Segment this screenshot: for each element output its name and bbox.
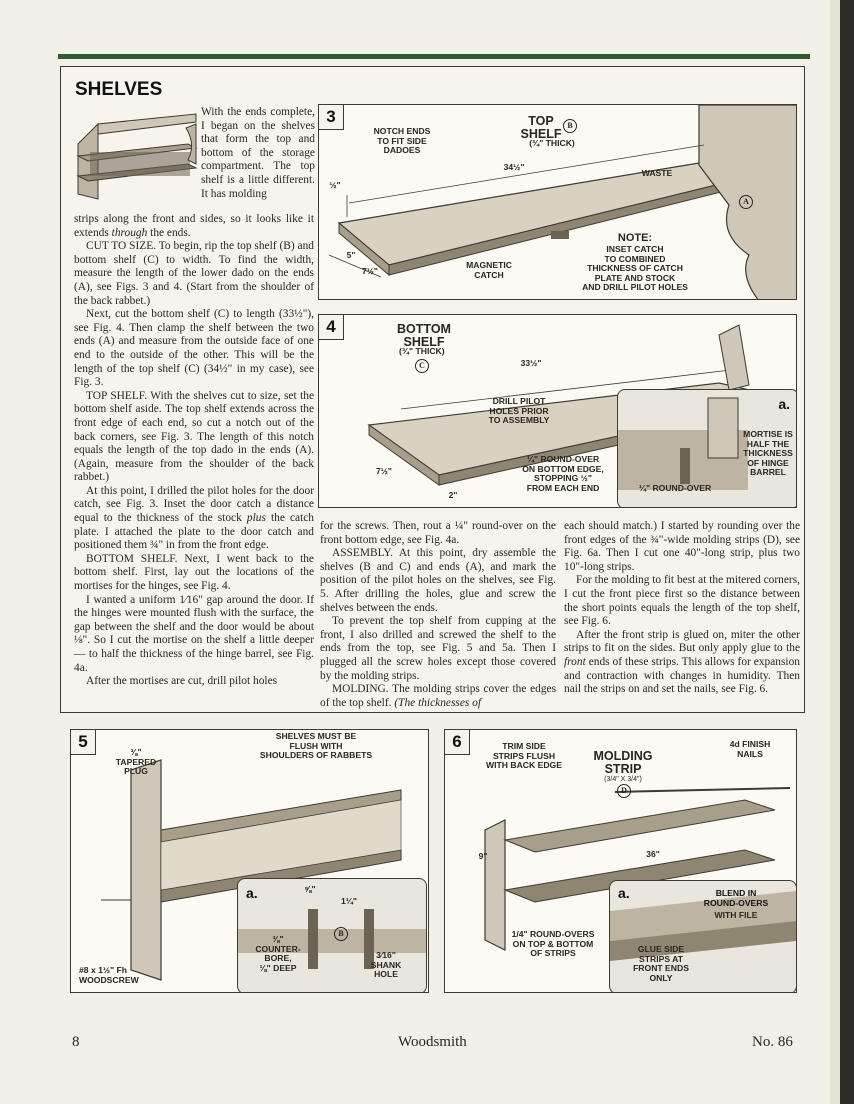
fig4-title: BOTTOM SHELF bbox=[397, 322, 451, 349]
fig4-drill-label: DRILL PILOT HOLES PRIOR TO ASSEMBLY bbox=[488, 396, 550, 426]
footer-magazine: Woodsmith bbox=[398, 1034, 467, 1050]
fig6-molding-label: MOLDING STRIP bbox=[593, 749, 653, 776]
fig5-flush-label: SHELVES MUST BE FLUSH WITH SHOULDERS OF RABBETS bbox=[259, 731, 373, 761]
fig4-two-label: 2" bbox=[448, 490, 458, 500]
fig3-length-label: 34½" bbox=[503, 162, 525, 172]
footer-issue: No. 86 bbox=[752, 1034, 793, 1050]
fig6-blend-label: BLEND IN ROUND-OVERS bbox=[703, 888, 769, 908]
fig4-part-c-marker: C bbox=[415, 359, 429, 373]
fig4-seven-label: 7½" bbox=[375, 466, 393, 476]
fig5-inset bbox=[237, 878, 427, 993]
article-intro: With the ends complete, I began on the shelves that form the top and bottom of the storage compartment. The top shelf is a little different. It has molding bbox=[201, 106, 315, 200]
fig5-screw-label: #8 x 1½" Fh WOODSCREW bbox=[79, 965, 139, 985]
fig3-notch-label: NOTCH ENDS TO FIT SIDE DADOES bbox=[373, 126, 431, 156]
fig3-catch-label: MAGNETIC CATCH bbox=[466, 260, 512, 280]
fig5-inset-letter: a. bbox=[246, 885, 258, 901]
fig4-inset-letter: a. bbox=[778, 396, 790, 412]
figure-5 bbox=[70, 729, 429, 993]
header-rule bbox=[58, 54, 810, 59]
fig5-inset-span: 1¼" bbox=[340, 896, 358, 906]
fig5-shank-label: 3⁄16" SHANK HOLE bbox=[370, 950, 402, 980]
fig6-file-label: WITH FILE bbox=[714, 910, 758, 920]
fig3-top-shelf-label: TOP SHELF bbox=[520, 114, 562, 141]
fig3-waste-label: WASTE bbox=[641, 168, 673, 178]
binding-shadow bbox=[840, 0, 854, 1104]
fig3-part-b-marker: B bbox=[563, 119, 577, 133]
fig3-note-title: NOTE: bbox=[617, 232, 653, 244]
article-column-2: for the screws. Then, rout a ¼" round-over on the front bottom edge, see Fig. 4a. ASSEMBLY. At this point, dry assemble the shelves (B and C) and ends (A), and mark the position of the pilot holes on the shelves, see Fig. 5. After drilling the holes, glue and screw the shelves between the ends. To prevent the top shelf from cupping at the front, I also drilled and screwed the shelf to the ends from the top, see Fig. 5 and 5a. Then I plugged all the screw holes except those covered by the molding strips. MOLDING. The molding strips cover the edges of the top shelf. (The thicknesses of bbox=[320, 520, 556, 709]
fig6-nails-label: 4d FINISH NAILS bbox=[729, 739, 771, 759]
fig5-counterbore-label: ⅜" COUNTER- BORE, ⅛" DEEP bbox=[255, 934, 301, 973]
fig3-thickness-label: (¾" THICK) bbox=[529, 138, 575, 148]
fig5-part-b-marker: B bbox=[334, 927, 348, 941]
fig4-length-label: 33½" bbox=[520, 358, 542, 368]
figure-4 bbox=[318, 314, 797, 508]
fig3-five-label: 5" bbox=[346, 250, 356, 260]
fig6-trim-label: TRIM SIDE STRIPS FLUSH WITH BACK EDGE bbox=[486, 741, 562, 771]
fig3-half-label: ½" bbox=[329, 180, 341, 190]
fig3-seven-label: 7½" bbox=[361, 266, 379, 276]
fig6-part-d-marker: D bbox=[617, 784, 631, 798]
figure-6-number: 6 bbox=[445, 730, 470, 755]
footer-page-number: 8 bbox=[72, 1034, 80, 1050]
fig6-nine-label: 9" bbox=[478, 851, 488, 861]
fig4-mortise-label: MORTISE IS HALF THE THICKNESS OF HINGE BARREL bbox=[743, 429, 793, 478]
fig3-part-a-marker: A bbox=[739, 195, 753, 209]
fig4-inset-roundover: ¼" ROUND-OVER bbox=[638, 483, 712, 493]
figure-3 bbox=[318, 104, 797, 300]
fig4-inset bbox=[617, 389, 797, 508]
fig5-inset-top: ⅝" bbox=[304, 884, 316, 894]
shelf-thumbnail bbox=[68, 104, 198, 204]
figure-6 bbox=[444, 729, 797, 993]
fig4-roundover-label: ¼" ROUND-OVER ON BOTTOM EDGE, STOPPING ½" FROM EACH END bbox=[522, 454, 604, 493]
fig6-roundovers-label: 1/4" ROUND-OVERS ON TOP & BOTTOM OF STRIPS bbox=[511, 929, 595, 959]
fig3-note-text: INSET CATCH TO COMBINED THICKNESS OF CATCH PLATE AND STOCK AND DRILL PILOT HOLES bbox=[582, 244, 688, 293]
fig6-thirtysix-label: 36" bbox=[646, 849, 660, 859]
fig6-molding-size: (3/4" X 3/4") bbox=[604, 776, 642, 783]
figure-4-number: 4 bbox=[319, 315, 344, 340]
fig5-plug-label: ⅜" TAPERED PLUG bbox=[115, 747, 157, 777]
figure-3-number: 3 bbox=[319, 105, 344, 130]
page-title: SHELVES bbox=[75, 79, 163, 100]
article-column-1: strips along the front and sides, so it looks like it extends through the ends. CUT TO SIZE. To begin, rip the top shelf (B) and bottom shelf (C) to width. To find the width, measure the length of the lower dado on the ends (A), see Figs. 3 and 4. (Start from the shoulder of the back rabbet.) Next, cut the bottom shelf (C) to length (33½"), see Fig. 4. Then clamp the shelf between the two ends (A) and measure from the outside face of one end to the outside of the other. This will be the length of the top shelf (C) (34½" in my case), see Fig. 3. TOP SHELF. With the shelves cut to size, set the bottom shelf aside. The top shelf extends across the front edge of each end, so cut a notch out of the back corners, see Fig. 3. The length of this notch equals the length of the top dado in the ends (A). (Again, measure from the shoulder of the back rabbet.) At this point, I drilled the pilot holes for the door catch, see Fig. 3. Inset the door catch a distance equal to the thickness of the stock plus the catch plate. I attached the plate to the door catch and positioned them ¾" in from the front edge. BOTTOM SHELF. Next, I went back to the bottom shelf. First, lay out the locations of the mortises for the hinges, see Fig. 4. I wanted a uniform 1⁄16" gap around the door. If the hinges were mounted flush with the surface, the gap between the shelf and the door would be about ⅛". So I cut the mortise on the shelf a little deeper — to half the thickness of the hinge barrel, see Fig. 4a. After the mortises are cut, drill pilot holes bbox=[74, 213, 315, 688]
figure-5-number: 5 bbox=[71, 730, 96, 755]
article-column-3: each should match.) I started by rounding over the front edges of the ¾"-wide molding strips (D), see Fig. 6a. Then I cut one 40"-long strip, plus two 10"-long strips. For the molding to fit best at the mitered corners, I cut the front piece first so the distance between the short points equals the length of the top shelf, see Fig. 6. After the front strip is glued on, miter the other strips to fit on the sides. But only apply glue to the front ends of these strips. This allows for expansion and contraction with changes in humidity. Then nail the strips on and set the nails, see Fig. 6. bbox=[564, 520, 800, 696]
fig6-glue-label: GLUE SIDE STRIPS AT FRONT ENDS ONLY bbox=[633, 944, 689, 983]
fig4-thickness-label: (¾" THICK) bbox=[399, 346, 445, 356]
fig6-inset bbox=[609, 880, 797, 993]
fig6-inset-letter: a. bbox=[618, 885, 630, 901]
